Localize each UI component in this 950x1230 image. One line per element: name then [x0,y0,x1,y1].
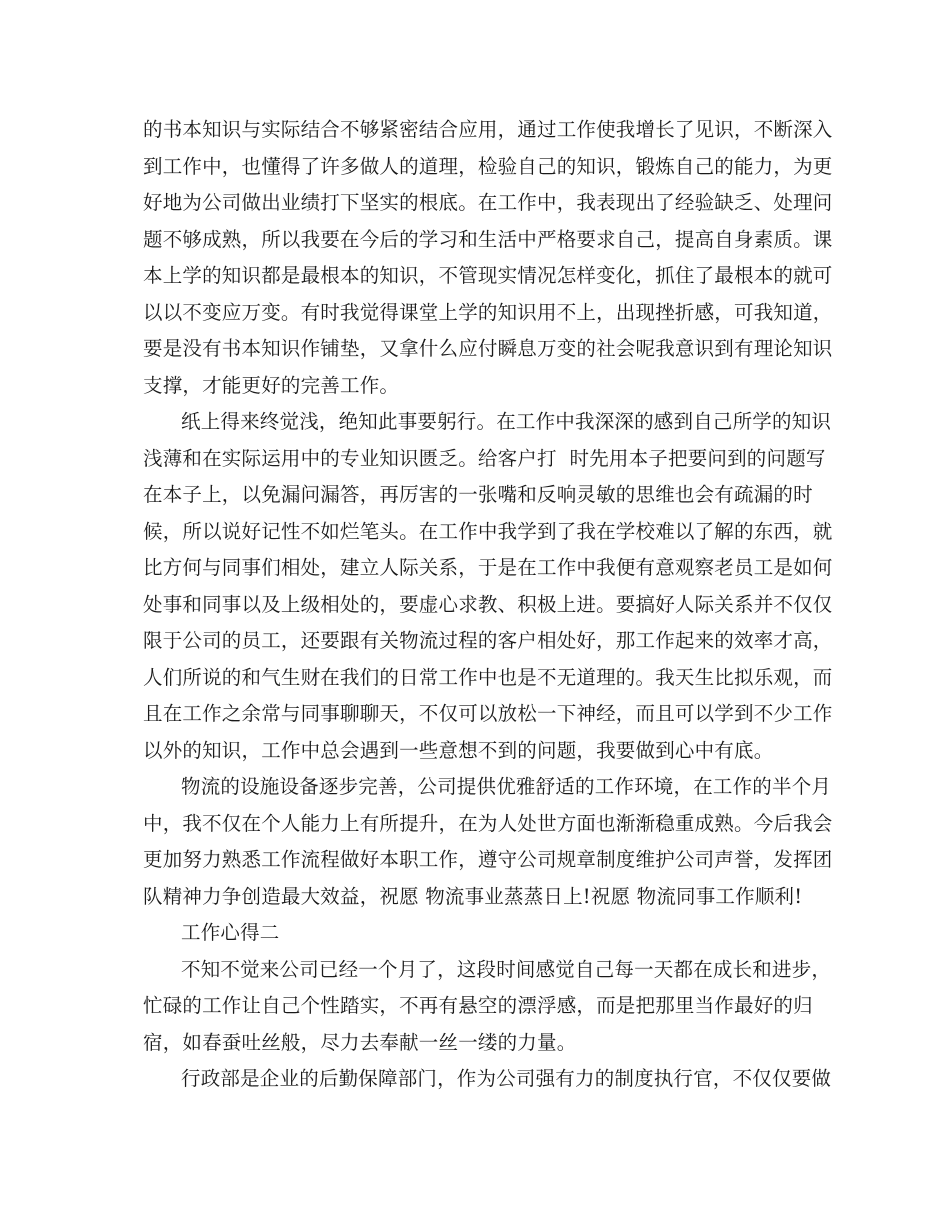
section-heading [143,915,803,952]
text-line: 物流的设施设备逐步完善，公司提供优雅舒适的工作环境，在工作的半个月 [181,775,832,798]
text-line: 更加努力熟悉工作流程做好本职工作，遵守公司规章制度维护公司声誉，发挥团 [143,848,833,871]
text-line: 浅薄和在实际运用中的专业知识匮乏。给客户打 时先用本子把要问到的问题写 [143,446,826,470]
text-line: 处事和同事以及上级相处的，要虚心求教、积极上进。要搞好人际关系并不仅仅 [143,592,833,616]
text-line: 在本子上，以免漏问漏答，再厉害的一张嘴和反响灵敏的思维也会有疏漏的时 [143,483,813,506]
text-line: 忙碌的工作让自己个性踏实，不再有悬空的漂浮感，而是把那里当作最好的归 [143,994,813,1017]
paragraph [143,112,833,404]
text-line: 宿，如春蚕吐丝般，尽力去奉献一丝一缕的力量。 [143,1030,577,1054]
text-line: 以以不变应万变。有时我觉得课堂上学的知识用不上，出现挫折感，可我知道， [143,300,833,324]
paragraph [143,769,833,915]
heading-text: 工作心得二 [181,921,280,944]
text-line: 不知不觉来公司已经一个月了，这段时间感觉自己每一天都在成长和进步， [181,957,832,981]
text-line: 以外的知识，工作中总会遇到一些意想不到的问题，我要做到心中有底。 [143,738,774,762]
text-line: 限于公司的员工，还要跟有关物流过程的客户相处好，那工作起来的效率才高， [143,629,833,652]
text-line: 且在工作之余常与同事聊聊天，不仅可以放松一下神经，而且可以学到不少工作 [143,702,833,725]
text-line: 好地为公司做出业绩打下坚实的根底。在工作中，我表现出了经验缺乏、处理问 [143,191,833,214]
text-line: 支撑，才能更好的完善工作。 [143,373,400,397]
paragraph [143,1061,832,1098]
text-line: 中，我不仅在个人能力上有所提升，在为人处世方面也渐渐稳重成熟。今后我会 [143,811,833,835]
text-line: 队精神力争创造最大效益，祝愿 物流事业蒸蒸日上!祝愿 物流同事工作顺利! [143,884,803,908]
text-line: 行政部是企业的后勤保障部门，作为公司强有力的制度执行官，不仅仅要做 [181,1067,832,1090]
text-line: 的书本知识与实际结合不够紧密结合应用，通过工作使我增长了见识，不断深入 [143,118,833,141]
text-line: 题不够成熟，所以我要在今后的学习和生活中严格要求自己，提高自身素质。课 [143,227,833,251]
text-line: 候，所以说好记性不如烂笔头。在工作中我学到了我在学校难以了解的东西，就 [143,519,833,543]
text-line: 本上学的知识都是最根本的知识，不管现实情况怎样变化，抓住了最根本的就可 [143,264,833,287]
text-line: 人们所说的和气生财在我们的日常工作中也是不无道理的。我天生比拟乐观，而 [143,665,833,689]
text-line: 到工作中，也懂得了许多做人的道理，检验自己的知识，锻炼自己的能力，为更 [143,154,833,178]
text-line: 比方何与同事们相处，建立人际关系，于是在工作中我便有意观察老员工是如何 [143,556,833,579]
text-line: 纸上得来终觉浅，绝知此事要躬行。在工作中我深深的感到自己所学的知识 [181,410,832,433]
paragraph [143,404,833,769]
document-page [143,112,833,1098]
paragraph [143,952,832,1062]
text-line: 要是没有书本知识作铺垫，又拿什么应付瞬息万变的社会呢我意识到有理论知识 [143,337,833,360]
